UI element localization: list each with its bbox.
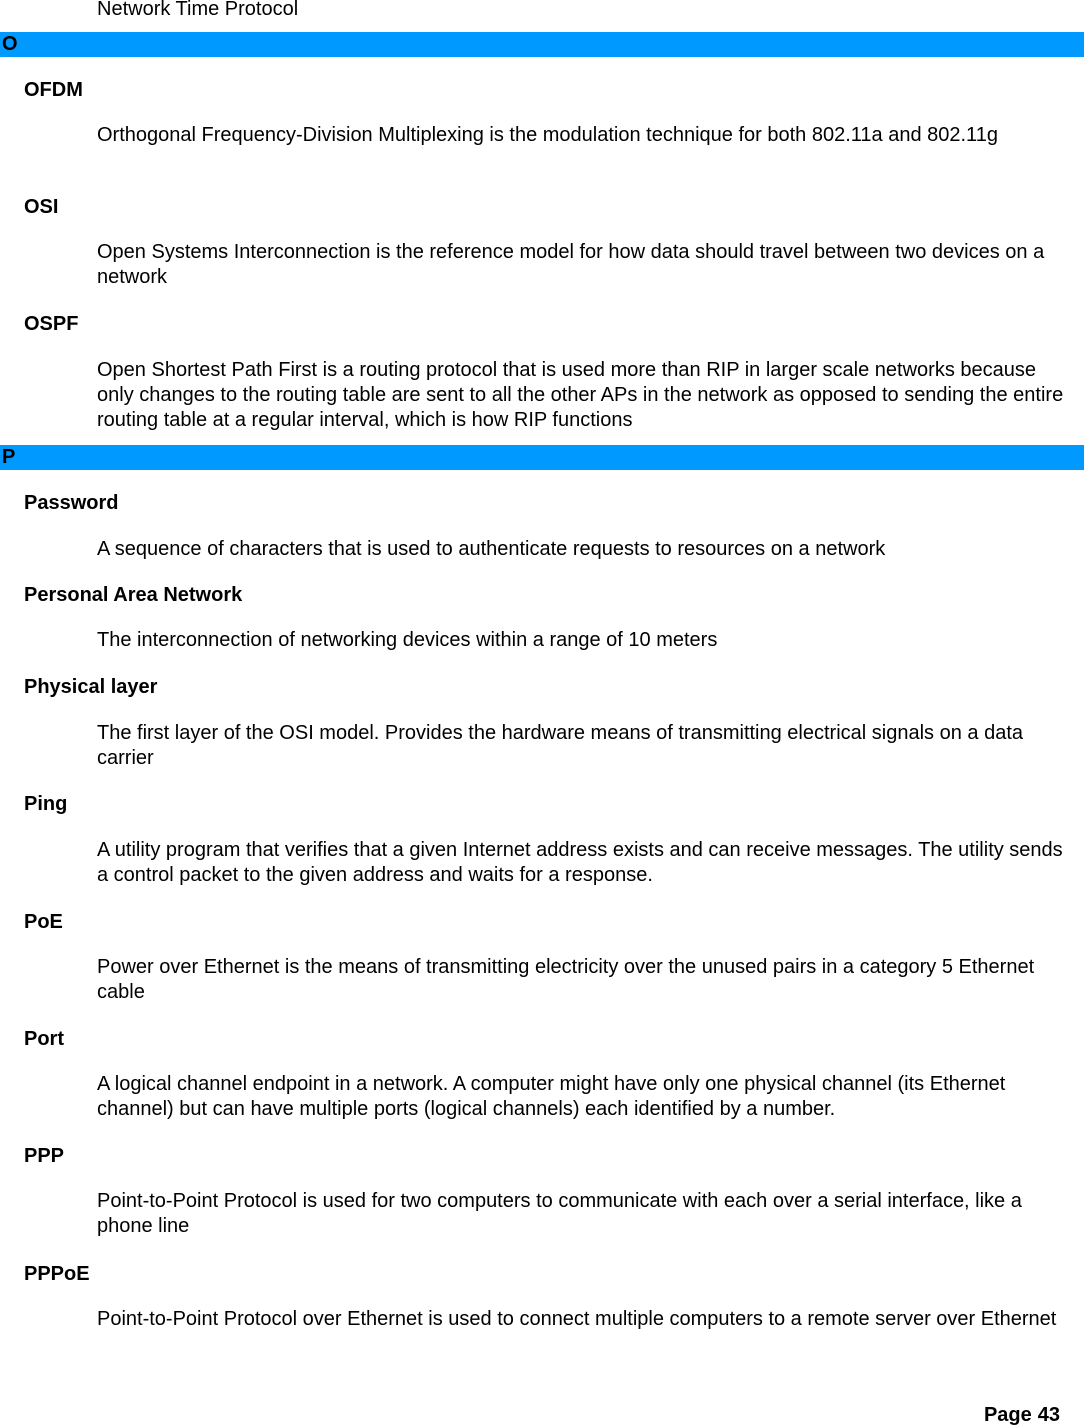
section-header-p bbox=[0, 445, 1084, 470]
glossary-term: OSPF bbox=[24, 313, 79, 335]
glossary-term: Port bbox=[24, 1028, 64, 1050]
glossary-term: Ping bbox=[24, 793, 68, 815]
glossary-definition: Power over Ethernet is the means of transmitting electricity over the unused pairs in a category 5 Ethernet cable bbox=[97, 956, 1035, 1003]
glossary-term: OFDM bbox=[24, 79, 83, 101]
page-footer bbox=[984, 1403, 1060, 1428]
page-number: 43 bbox=[1037, 1404, 1060, 1426]
continued-definition: Network Time Protocol bbox=[97, 0, 299, 20]
glossary-definition: Open Shortest Path First is a routing protocol that is used more than RIP in larger scale networks because only changes to the routing table are sent to all the other APs in the network as opposed to sending the entire routing table at a regular interval, which is how RIP functions bbox=[97, 359, 1064, 431]
glossary-definition: Point-to-Point Protocol is used for two computers to communicate with each over a serial interface, like a phone line bbox=[97, 1190, 1022, 1237]
glossary-term: PPP bbox=[24, 1145, 65, 1167]
glossary-definition: A sequence of characters that is used to authenticate requests to resources on a network bbox=[97, 538, 886, 560]
glossary-term: Password bbox=[24, 492, 119, 514]
glossary-definition: A logical channel endpoint in a network. A computer might have only one physical channel (its Ethernet channel) but can have multiple ports (logical channels) each identified by a number. bbox=[97, 1073, 1006, 1120]
section-header-o bbox=[0, 32, 1084, 57]
glossary-term: OSI bbox=[24, 196, 59, 218]
glossary-definition: The first layer of the OSI model. Provides the hardware means of transmitting electrical signals on a data carrier bbox=[97, 722, 1023, 769]
section-letter: P bbox=[2, 446, 16, 468]
page-label: Page bbox=[983, 1404, 1032, 1426]
section-letter: O bbox=[2, 33, 18, 55]
glossary-definition: A utility program that verifies that a given Internet address exists and can receive messages. The utility sends a control packet to the given address and waits for a response. bbox=[97, 839, 1063, 886]
glossary-term: Personal Area Network bbox=[24, 584, 243, 606]
glossary-definition: The interconnection of networking devices within a range of 10 meters bbox=[97, 629, 718, 651]
glossary-definition: Orthogonal Frequency-Division Multiplexing is the modulation technique for both 802.11a and 802.11g bbox=[97, 124, 998, 146]
glossary-term: PoE bbox=[24, 911, 63, 933]
glossary-term: PPPoE bbox=[24, 1263, 90, 1285]
glossary-definition: Open Systems Interconnection is the reference model for how data should travel between two devices on a network bbox=[97, 241, 1045, 288]
glossary-definition: Point-to-Point Protocol over Ethernet is used to connect multiple computers to a remote server over Ethernet bbox=[97, 1308, 1057, 1330]
glossary-term: Physical layer bbox=[24, 676, 158, 698]
